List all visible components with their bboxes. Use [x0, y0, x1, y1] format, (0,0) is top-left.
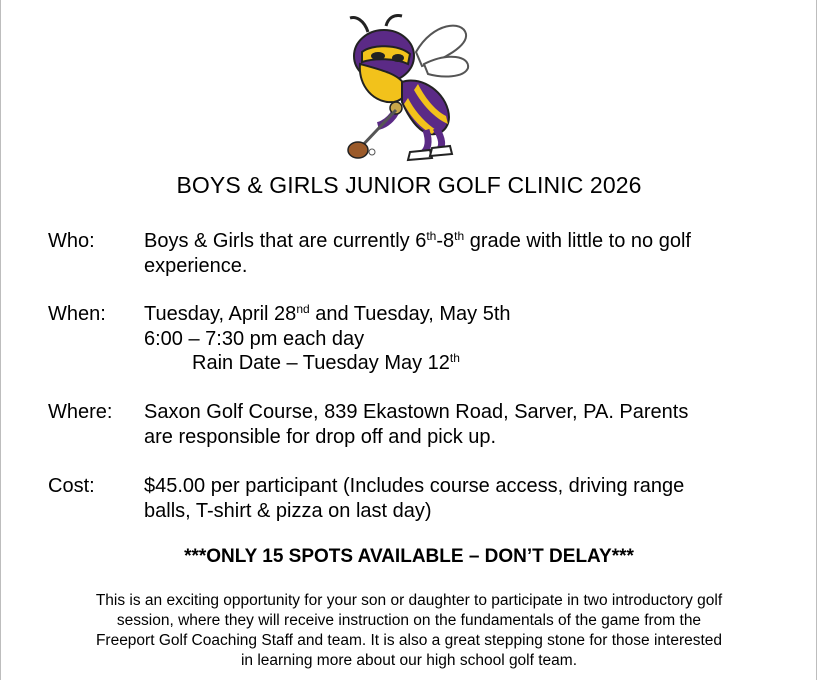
when-text-b: and Tuesday, May 5th [309, 303, 511, 325]
rain-date-sup: th [449, 351, 460, 365]
hornet-golfer-mascot-icon [338, 12, 478, 164]
spots-notice: ***ONLY 15 SPOTS AVAILABLE – DON’T DELAY*** [184, 546, 634, 567]
paragraph-line: This is an exciting opportunity for your son or daughter to participate in two introductory golf [95, 592, 723, 609]
where-line-2: are responsible for drop off and pick up. [144, 426, 497, 448]
cost-line-1: $45.00 per participant (Includes course access, driving range [144, 475, 685, 497]
who-sup-a: th [426, 229, 437, 243]
where-line-1: Saxon Golf Course, 839 Ekastown Road, Sarver, PA. Parents [144, 401, 689, 423]
paragraph-line: session, where they will receive instruction on the fundamentals of the game from the [116, 612, 702, 629]
page-edge-left [0, 0, 1, 680]
when-line-2: 6:00 – 7:30 pm each day [144, 328, 365, 350]
paragraph-line: in learning more about our high school golf team. [240, 652, 578, 669]
when-rain-date [192, 352, 460, 375]
when-label: When: [48, 303, 106, 325]
where-label: Where: [48, 401, 113, 423]
flyer-title: BOYS & GIRLS JUNIOR GOLF CLINIC 2026 [176, 172, 642, 198]
who-line-2: experience. [144, 255, 248, 277]
who-text-c: grade with little to no golf [464, 230, 691, 252]
description-paragraph [40, 591, 778, 671]
cost-label: Cost: [48, 475, 95, 497]
page-edge-right [816, 0, 817, 680]
when-sup-a: nd [296, 302, 310, 316]
rain-date-text: Rain Date – Tuesday May 12 [192, 352, 450, 374]
when-text-a: Tuesday, April 28 [144, 303, 297, 325]
who-sup-b: th [454, 229, 465, 243]
who-label: Who: [48, 230, 95, 252]
who-line-1 [144, 230, 691, 253]
when-line-1 [144, 303, 511, 326]
who-text-a: Boys & Girls that are currently 6 [144, 230, 427, 252]
paragraph-line: Freeport Golf Coaching Staff and team. It is also a great stepping stone for those interested [95, 632, 723, 649]
cost-line-2: balls, T-shirt & pizza on last day) [144, 500, 432, 522]
who-text-b: -8 [436, 230, 455, 252]
